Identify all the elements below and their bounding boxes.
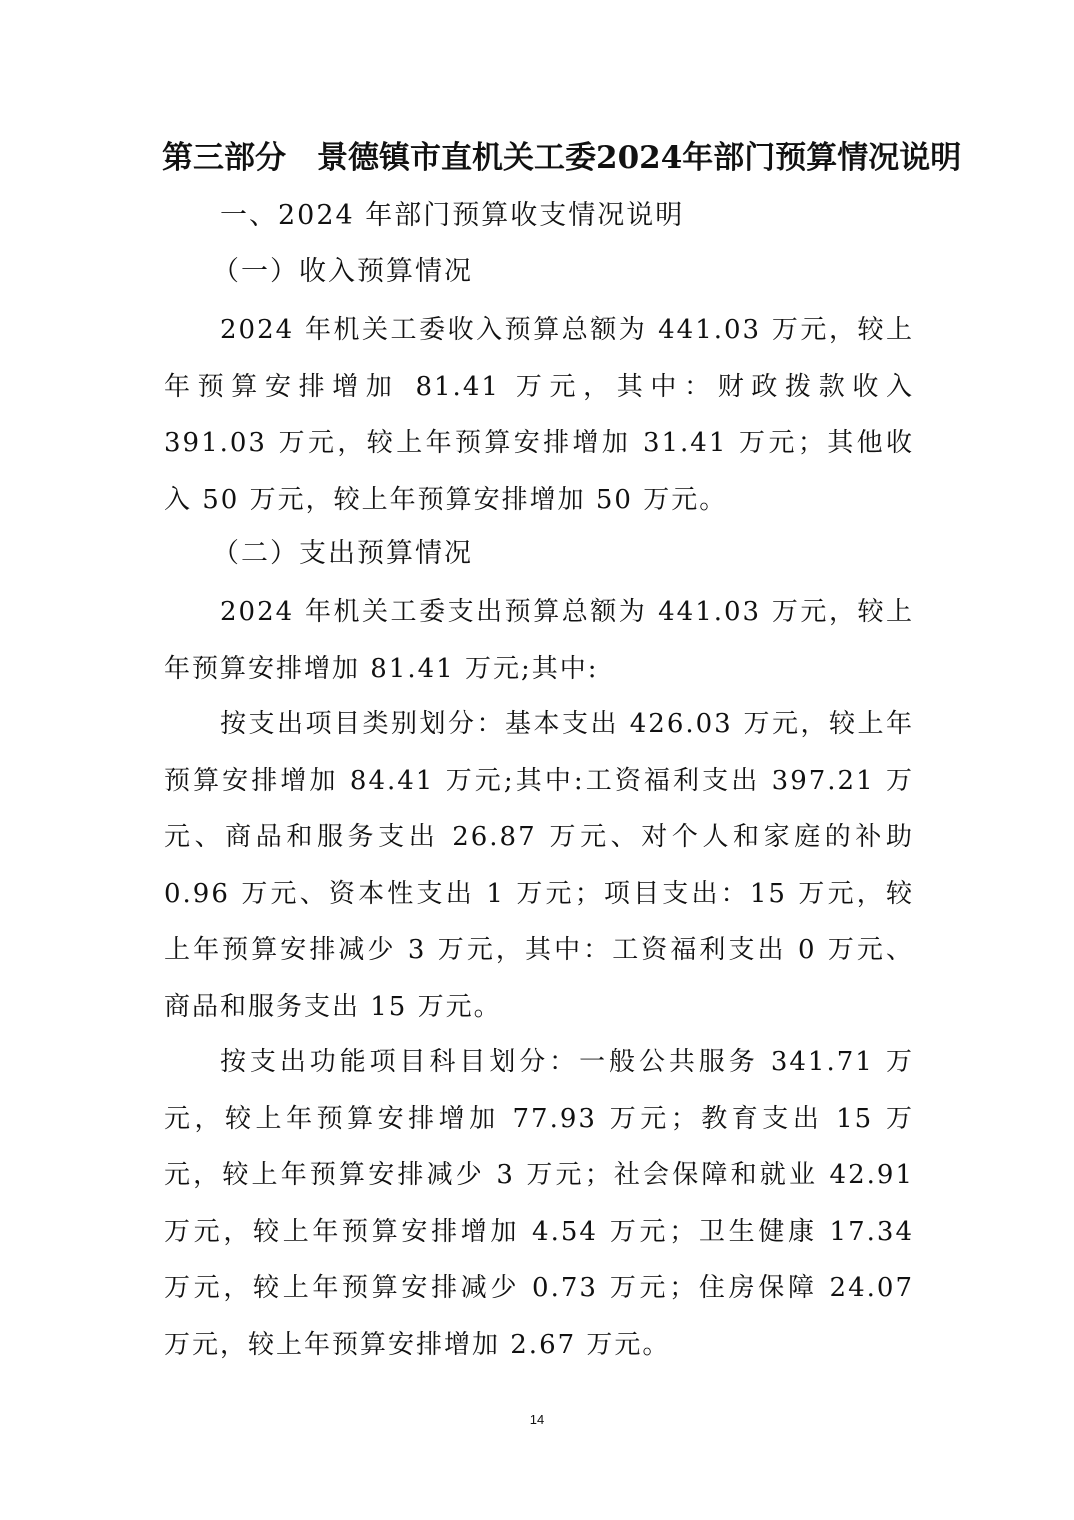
paragraph-expense-by-category: 按支出项目类别划分：基本支出 426.03 万元，较上年预算安排增加 84.41 万元;其中:工资福利支出 397.21 万元、商品和服务支出 26.87 万元、对个人和家庭的补助 0.96 万元、资本性支出 1 万元；项目支出：15 万元，较上年预算安排减少 3 万元，其中：工资福利支出 0 万元、商品和服务支出 15 万元。: [164, 709, 914, 1022]
page-title: 第三部分 景德镇市直机关工委2024年部门预算情况说明: [162, 140, 962, 176]
subsection-heading-income: （一）收入预算情况: [212, 256, 473, 287]
subsection-heading-expense: （二）支出预算情况: [212, 538, 473, 569]
section-heading: 一、2024 年部门预算收支情况说明: [220, 200, 685, 231]
page-number: 14: [529, 1412, 545, 1427]
paragraph-expense-total: 2024 年机关工委支出预算总额为 441.03 万元，较上年预算安排增加 81.41 万元;其中:: [164, 597, 914, 684]
paragraph-income: 2024 年机关工委收入预算总额为 441.03 万元，较上年预算安排增加 81.41 万元，其中：财政拨款收入 391.03 万元，较上年预算安排增加 31.41 万元；其他收入 50 万元，较上年预算安排增加 50 万元。: [164, 315, 914, 515]
paragraph-expense-by-function: 按支出功能项目科目划分：一般公共服务 341.71 万元，较上年预算安排增加 77.93 万元；教育支出 15 万元，较上年预算安排减少 3 万元；社会保障和就业 42.91 万元，较上年预算安排增加 4.54 万元；卫生健康 17.34 万元，较上年预算安排减少 0.73 万元；住房保障 24.07 万元，较上年预算安排增加 2.67 万元。: [164, 1047, 914, 1360]
